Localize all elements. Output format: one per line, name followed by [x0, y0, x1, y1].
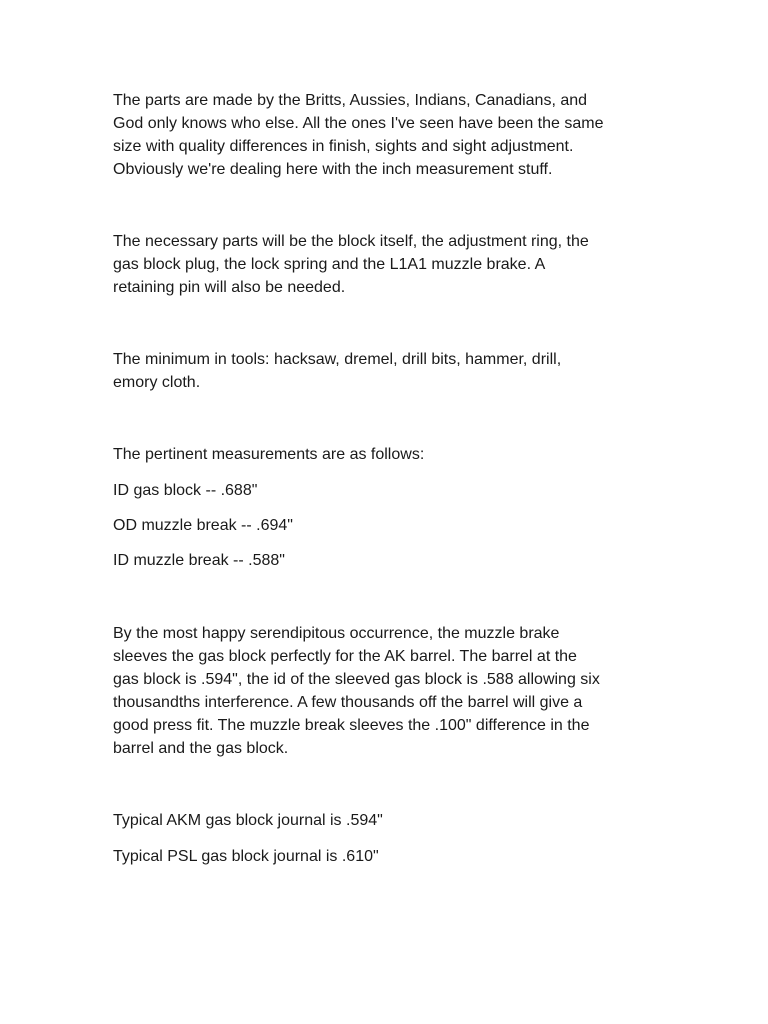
- paragraph-necessary-parts: The necessary parts will be the block itself, the adjustment ring, the gas block plug, the lock spring and the L1A1 muzzle brake. A retaining pin will also be needed.: [113, 233, 589, 296]
- journal-psl: Typical PSL gas block journal is .610": [113, 848, 379, 865]
- measurement-id-gas-block: ID gas block -- .688": [113, 482, 258, 499]
- journal-akm: Typical AKM gas block journal is .594": [113, 812, 383, 829]
- measurements-intro: The pertinent measurements are as follows:: [113, 446, 425, 463]
- measurement-od-muzzle-break: OD muzzle break -- .694": [113, 517, 293, 534]
- measurement-id-muzzle-break: ID muzzle break -- .588": [113, 552, 285, 569]
- paragraph-parts-origin: The parts are made by the Britts, Aussies, Indians, Canadians, and God only knows who else. All the ones I've seen have been the same size with quality differences in finish, sights and sight adjustment. Obviously we're dealing here with the inch measurement stuff.: [113, 92, 604, 178]
- paragraph-serendipity: By the most happy serendipitous occurrence, the muzzle brake sleeves the gas block perfectly for the AK barrel. The barrel at the gas block is .594", the id of the sleeved gas block is .588 allowing six thousandths interference. A few thousands off the barrel will give a good press fit. The muzzle break sleeves the .100" difference in the barrel and the gas block.: [113, 625, 600, 757]
- paragraph-tools: The minimum in tools: hacksaw, dremel, drill bits, hammer, drill, emory cloth.: [113, 351, 562, 391]
